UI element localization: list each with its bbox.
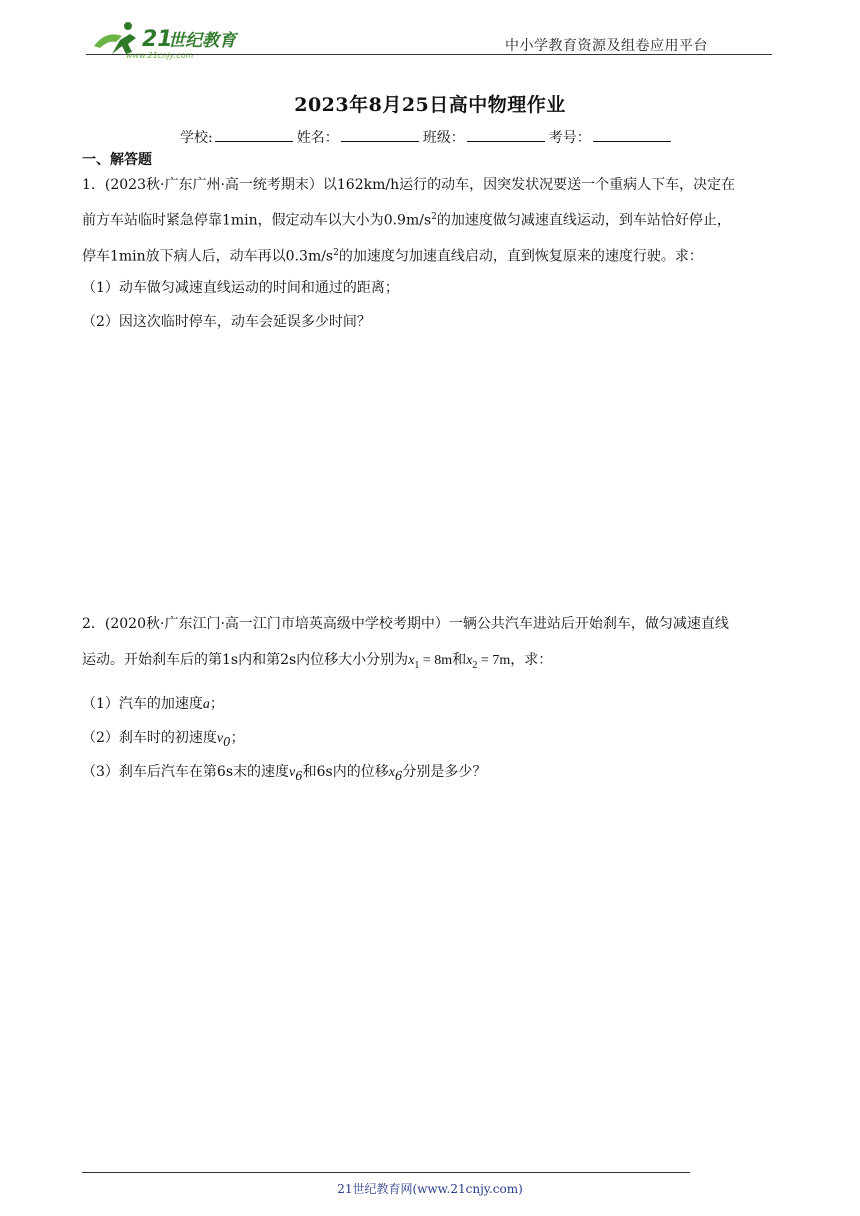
runner-logo-icon [86, 16, 256, 62]
footer-link[interactable]: 21世纪教育网(www.21cnjy.com) [337, 1182, 523, 1196]
school-label: 学校: [180, 130, 213, 146]
q2-subquestion-1: （1）汽车的加速度a； [82, 696, 224, 712]
name-blank[interactable] [341, 129, 419, 142]
svg-text:21: 21 [142, 27, 173, 52]
name-label: 姓名： [296, 130, 339, 146]
q1-subquestion-2: （2）因这次临时停车，动车会延误多少时间？ [82, 314, 371, 330]
q2-subquestion-2: （2）刹车时的初速度$v_0$； [82, 730, 245, 749]
header-divider [86, 54, 772, 55]
q1-line-2: 前方车站临时紧急停靠1min，假定动车以大小为$0.9m/s^2$的加速度做匀减速直线运动，到车站恰好停止， [82, 212, 731, 229]
q2-line-2: 运动。开始刹车后的第1s内和第2s内位移大小分别为$x_1 = 8m$和$x_2 = 7m$，求： [82, 652, 553, 671]
footer-divider [82, 1172, 690, 1173]
site-logo [86, 16, 256, 62]
x1-formula: $x_1 = 8m$ [408, 653, 453, 671]
platform-name: 中小学教育资源及组卷应用平台 [505, 38, 708, 54]
q2-line-1: 2．(2020秋·广东江门·高一江门市培英高级中学校考期中）一辆公共汽车进站后开始刹车，做匀减速直线 [82, 616, 729, 632]
q2-subquestion-3: （3）刹车后汽车在第6s末的速度$v_6$和6s内的位移$x_6$分别是多少？ [82, 764, 487, 783]
class-label: 班级： [422, 130, 465, 146]
exam-no-label: 考号： [548, 130, 591, 146]
svg-text:www.21cnjy.com: www.21cnjy.com [126, 51, 194, 60]
exam-no-blank[interactable] [593, 129, 671, 142]
q1-line-1: 1．(2023秋·广东广州·高一统考期末）以162km/h运行的动车，因突发状况要送一个重病人下车，决定在 [82, 177, 736, 193]
q1-line-3: 停车1min放下病人后，动车再以$0.3m/s^2$的加速度匀加速直线启动，直到恢复原来的速度行驶。求： [82, 247, 703, 265]
page-title: 2023年8月25日高中物理作业 [294, 94, 566, 116]
student-info-line [180, 127, 675, 147]
q1-accel-value: 0.9m/s [383, 212, 432, 229]
question-2 [82, 608, 782, 682]
svg-text:世纪教育: 世纪教育 [168, 31, 236, 51]
x2-formula: $x_2 = 7m$ [466, 653, 511, 671]
class-blank[interactable] [467, 129, 545, 142]
q1-subquestion-1: （1）动车做匀减速直线运动的时间和通过的距离； [82, 280, 399, 296]
question-1 [82, 169, 782, 272]
school-blank[interactable] [215, 129, 293, 142]
section-heading: 一、解答题 [82, 152, 152, 168]
